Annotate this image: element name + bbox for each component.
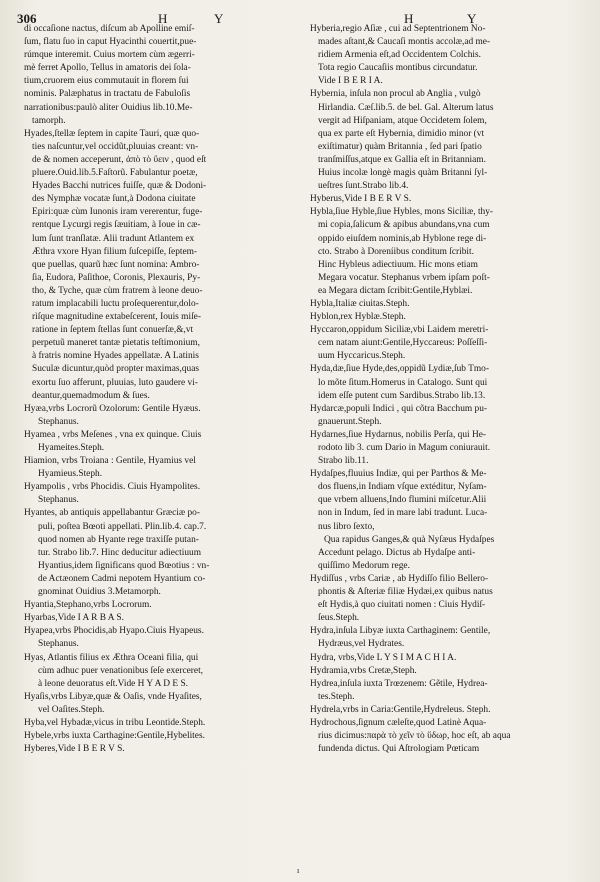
text-line: Accedunt pelago. Dictus ab Hydaſpe anti- <box>318 547 476 558</box>
right-column <box>310 23 592 756</box>
left-column <box>24 23 300 756</box>
text-line: perpetuũ maneret tantæ pietatis teſtimonium, <box>32 338 200 349</box>
text-line: Hydramia,vrbs Cretæ,Steph. <box>310 665 417 676</box>
text-line: Hyantes, ab antiquis appellabantur Græciæ po- <box>24 508 200 519</box>
text-line: lum ſunt tranſlatæ. Alii tradunt Atlantem ex <box>32 233 195 244</box>
text-line: Hydra,inſula Libyæ iuxta Carthaginem: Gentile, <box>310 626 491 637</box>
text-line: Hyamea , vrbs Meſenes , vna ex quinque. Ciuis <box>24 429 202 440</box>
text-line: Hybla,Italiæ ciuitas.Steph. <box>310 298 410 309</box>
text-line: rentque Lycurgi regis ſæuitiam, à Ioue in cæ- <box>32 220 201 231</box>
text-line: ties naſcuntur,vel occidũt,pluuias creant: vn- <box>32 141 199 152</box>
text-line: Hydiſſus , vrbs Cariæ , ab Hydiſſo filio Bellero- <box>310 573 489 584</box>
text-line: exortu ſuo afferunt, pluuias, luto gaudere vi- <box>32 377 198 388</box>
text-line: uum Hyccaricus.Steph. <box>318 351 406 362</box>
text-line: exiſtimatur) quàm Britannia , ſed pari ſpatio <box>318 141 482 152</box>
text-line: Hyccaron,oppidum Siciliæ,vbi Laidem meretri- <box>310 325 489 336</box>
text-line: Hyas, Atlantis filius ex Æthra Oceani filia, qui <box>24 652 199 663</box>
text-line: Hyba,vel Hybadæ,vicus in tribu Leontide.Steph. <box>24 717 206 728</box>
text-line: Hyarbas,Vide I A R B A S. <box>24 613 124 624</box>
text-line: phontis & Aſteriæ filiæ Hydæi,ex quibus natus <box>318 587 493 598</box>
text-line: Hydrela,vrbs in Caria:Gentile,Hydreleus. Steph. <box>310 704 491 715</box>
text-line: Hybla,ſiue Hyble,ſiue Hybles, mons Siciliæ, thy- <box>310 207 494 218</box>
text-line: Hydrea,inſula iuxta Trœzenem: Gẽtile, Hydrea- <box>310 678 488 689</box>
text-line: fundenda dictus. Qui Aſtrologiam Pœticam <box>318 744 480 755</box>
text-line: Hyberus,Vide I B E R V S. <box>310 194 412 205</box>
text-line: Hydarnes,ſiue Hydarnus, nobilis Perſa, qui He- <box>310 429 487 440</box>
text-line: eſt Hydis,à quo ciuitati nomen : Ciuis Hydiſ- <box>318 600 486 611</box>
text-line: Hinc Hybleus adiectiuum. Hic mons etiam <box>318 259 478 270</box>
text-line: Hyapea,vrbs Phocidis,ab Hyapo.Ciuis Hyapeus. <box>24 626 204 637</box>
text-line: tur. Strabo lib.7. Hinc deducitur adiectiuum <box>38 547 201 558</box>
text-line: oppido eiuſdem nominis,ab Hyblone rege di- <box>318 233 487 244</box>
text-line: cem natam aiunt:Gentile,Hyccareus: Poſſeſſi- <box>318 338 488 349</box>
text-line: tes.Steph. <box>318 691 355 702</box>
text-line: puli, poſtea Bœoti appellati. Plin.lib.4. cap.7. <box>38 521 207 532</box>
text-line: à fratris nomine Hyades appellatæ. A Latinis <box>32 351 199 362</box>
text-line: quod nomen ab Hyante rege traxiſſe putan- <box>38 534 199 545</box>
text-line: tium,cruorem eius commutauit in florem ſui <box>24 76 189 87</box>
text-line: Hybele,vrbs iuxta Carthagine:Gentile,Hybelites. <box>24 731 205 742</box>
header-letter: Y <box>467 11 478 26</box>
text-line: tho, & Tyche, quæ cùm fratrem à leone deuo- <box>32 285 203 296</box>
text-line: de & nomen acceperunt, ἀπὸ τὸ ὕειν , quod eſt <box>32 154 207 165</box>
text-line: ueſtres ſunt.Strabo lib.4. <box>318 181 409 192</box>
text-line: narrationibus:paulò aliter Ouidius lib.10.Me- <box>24 102 193 113</box>
text-line: rìſque magnitudine extabeſcerent, Iouis miſe- <box>32 312 201 323</box>
text-line: ea Megara dictam ſcribit:Gentile,Hyblæi. <box>318 285 473 296</box>
text-line: Hydarcæ,populi Indici , qui cõtra Bacchum pu- <box>310 403 488 414</box>
text-line: rodoto lib 3. cum Dario in Magum coniurauit. <box>318 443 491 453</box>
header-letter: H <box>404 11 415 26</box>
text-line: pluere.Ouid.lib.5.Faſtorũ. Fabulantur poetæ, <box>32 168 198 179</box>
text-line: Hyberia,regio Aſiæ , cui ad Septentrionem No- <box>310 24 486 34</box>
text-line: Hyæa,vrbs Locrorũ Ozolorum: Gentile Hyæus. <box>24 403 201 414</box>
text-line: nominis. Palæphatus in tractatu de Fabuloſis <box>24 89 191 100</box>
text-line: nus libro ſexto, <box>318 521 375 532</box>
text-line: Vide I B E R I A. <box>318 76 383 87</box>
text-line: ratione in ſeptem ſtellas ſunt conuerſæ,&,vt <box>32 325 194 336</box>
text-line: dos fluens,in Indiam vſque extéditur, Nyſam- <box>318 482 487 493</box>
text-line: Epiri:quæ cùm Iunonis iram vererentur, fuge- <box>32 207 203 218</box>
text-line: mè ferret Apollo, Tellus in amatoris dei ſola- <box>24 63 191 74</box>
text-line: non in Indum, ſed in mare labi tradunt. Luca- <box>318 508 488 519</box>
text-line: Hydaſpes,fluuius Indiæ, qui per Parthos & Me- <box>310 469 487 480</box>
text-line: gnominat Ouidius 3.Metamorph. <box>38 587 161 598</box>
text-line: Hiamion, vrbs Troiana : Gentile, Hyamius vel <box>24 456 196 467</box>
text-line: Hyberes,Vide I B E R V S. <box>24 744 125 755</box>
text-line: tamorph. <box>32 115 66 126</box>
text-line: deantur,quemadmodum & ſues. <box>32 390 150 401</box>
text-line: qua ex parte eſt Hybernia, dimidio minor (vt <box>318 128 485 139</box>
text-line: Hydra, vrbs,Vide L Y S I M A C H I A. <box>310 652 457 663</box>
text-line: di occaſione nactus, diſcum ab Apolline emiſ- <box>24 24 195 34</box>
text-line: ſum, flatu ſuo in caput Hyacinthi couertit,pue- <box>24 37 197 48</box>
text-line: lo mõte ſitum.Homerus in Catalogo. Sunt qui <box>318 377 488 388</box>
header-letter: H <box>158 11 169 26</box>
text-line: Hyantia,Stephano,vrbs Locrorum. <box>24 600 152 611</box>
text-line: ratum implacabili luctu proſequerentur,dolo- <box>32 298 199 309</box>
text-line: rúmque interemit. Cuius mortem cùm ægerri- <box>24 50 195 61</box>
text-line: Hyameites.Steph. <box>38 443 105 453</box>
text-line: Huius incolæ longè magis quàm Britanni ſyl- <box>318 168 488 179</box>
text-line: ridiem Armenia eſt,ad Occidentem Colchis. <box>318 50 481 61</box>
text-line: ſeus.Steph. <box>318 613 360 624</box>
text-line: rius dicimus:παρὰ τὸ χεῖν τὸ ὕδωρ, hoc eſt, ab aqua <box>318 731 511 742</box>
text-line: Hydrochous,ſignum cæleſte,quod Latinè Aqua- <box>310 717 487 728</box>
page-number: 306 <box>17 11 37 26</box>
text-line: Hyades,ſtellæ ſeptem in capite Tauri, quæ quo- <box>24 128 200 139</box>
text-line: Hyamieus.Steph. <box>38 469 103 480</box>
text-line: Hybernia, inſula non procul ab Anglia , vulgò <box>310 89 481 100</box>
text-line: Stephanus. <box>38 495 79 506</box>
text-line: Hyblon,rex Hyblæ.Steph. <box>310 312 406 323</box>
text-line: vergit ad Hiſpaniam, atque Occidetem ſolem, <box>318 115 487 126</box>
text-line: tranſmiſſus,atque ex Gallia eſt in Britanniam. <box>318 154 486 165</box>
text-line: Stephanus. <box>38 416 79 427</box>
text-line: mades aſtant,& Caucaſi montis accolæ,ad me- <box>318 37 491 48</box>
text-line: Megara vocatur. Stephanus vrbem ipſam poſt- <box>318 272 490 283</box>
text-line: des Nymphæ vocatæ ſunt,à Dodona ciuitate <box>32 194 196 205</box>
text-line: gnauerunt.Steph. <box>318 416 382 427</box>
text-line: Hyaſis,vrbs Libyæ,quæ & Oaſis, vnde Hyaſites, <box>24 691 202 702</box>
text-line: Stephanus. <box>38 639 79 650</box>
text-line: idem eſſe putent cum Sardibus.Strabo lib.13. <box>318 390 486 401</box>
text-line: quiſſimo Medorum rege. <box>318 560 410 571</box>
text-line: que vrbem alluens,Indo flumini miſcetur.Alii <box>318 495 487 506</box>
text-line: Tota regio Caucaſiis montibus circundatur. <box>318 63 478 74</box>
text-line: vel Oaſites.Steph. <box>38 704 105 715</box>
text-line: que puellas, quarũ hæc ſunt nomina: Ambro- <box>32 259 200 270</box>
text-line: Hirlandia. Cæſ.lib.5. de bel. Gal. Alterum latus <box>318 102 494 113</box>
text-line: cto. Strabo à Doreníibus conditum ſcribit. <box>318 246 474 257</box>
text-line: Æthra vxore Hyan filium ſuſcepiſſe, ſeptem- <box>32 246 198 257</box>
header-letter: Y <box>214 11 225 26</box>
text-line: cùm adhuc puer venationibus ſeſe exerceret, <box>38 665 204 676</box>
text-line: à leone deuoratus eſt.Vide H Y A D E S. <box>38 678 189 689</box>
text-line: Hyades Bacchi nutrices fuiſſe, quæ & Dodoni- <box>32 181 207 192</box>
text-line: Qua rapidus Ganges,& quà Nyſæus Hydaſpes <box>324 534 495 545</box>
signature-mark: ı <box>297 866 300 875</box>
text-line: de Actæonem Cadmi nepotem Hyantium co- <box>38 573 206 584</box>
text-line: mi copia,ſalicum & apibus abundans,vna cum <box>318 220 490 231</box>
text-line: Suculæ dicuntur,quòd propter maximas,quas <box>32 364 200 375</box>
text-line: Strabo lib.11. <box>318 456 369 467</box>
text-line: Hyda,dæ,ſiue Hyde,des,oppidũ Lydiæ,ſub Tmo- <box>310 364 489 375</box>
text-line: Hyantius,idem ſignificans quod Bœotius : vn- <box>38 560 210 571</box>
text-line: ſia, Eudora, Paſithoe, Coronis, Plexauris, Py- <box>32 272 201 283</box>
text-line: Hyampolis , vrbs Phocidis. Ciuis Hyampolites. <box>24 482 201 493</box>
text-line: Hydræus,vel Hydrates. <box>318 639 405 650</box>
